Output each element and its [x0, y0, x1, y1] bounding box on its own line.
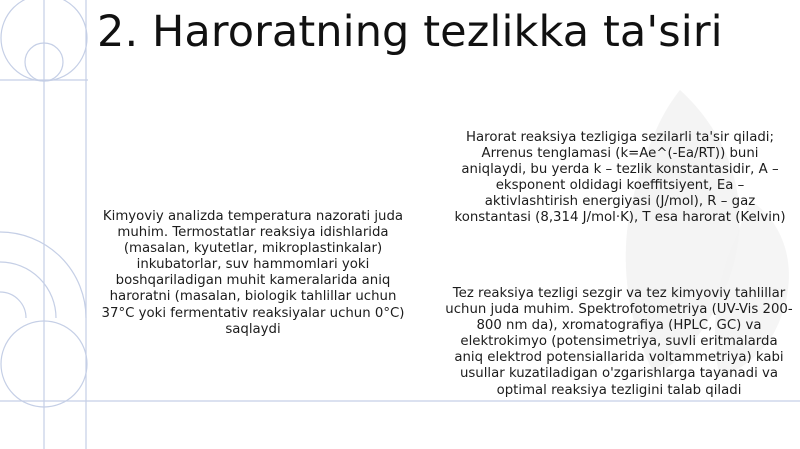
- right-text-block-methods: Tez reaksiya tezligi sezgir va tez kimyoviy tahlillar uchun juda muhim. Spektrofotometriya (UV-Vis 200-800 nm da), xromatografiya (HPLC, GC) va elektrokimyo (potensimetriya, suvli eritmalarda aniq elektrod potensiallarida voltammetriya) kabi usullar kuzatiladigan o'zgarishlarga tayanadi va optimal reaksiya tezligini talab qiladi: [445, 286, 793, 398]
- arc-middle-3: [0, 292, 26, 318]
- arc-middle-2: [0, 262, 56, 318]
- right-text-block-arrhenius: Harorat reaksiya tezligiga sezilarli ta'sir qiladi; Arrenus tenglamasi (k=Ae^(-Ea/RT)) buni aniqlaydi, bu yerda k – tezlik konstantasidir, A – eksponent oldidagi koeffitsiyent, Ea – aktivlashtirish energiyasi (J/mol), R – gaz konstantasi (8,314 J/mol·K), T esa harorat (Kelvin): [454, 130, 786, 226]
- slide-title: 2. Haroratning tezlikka ta'siri: [97, 7, 723, 57]
- left-text-block: Kimyoviy analizda temperatura nazorati juda muhim. Termostatlar reaksiya idishlarida (masalan, kyutetlar, mikroplastinkalar) inkubatorlar, suv hammomlari yoki boshqariladigan muhit kameralarida aniq haroratni (masalan, biologik tahlillar uchun 37°C yoki fermentativ reaksiyalar uchun 0°C) saqlaydi: [101, 209, 405, 337]
- arc-middle-1: [0, 232, 86, 318]
